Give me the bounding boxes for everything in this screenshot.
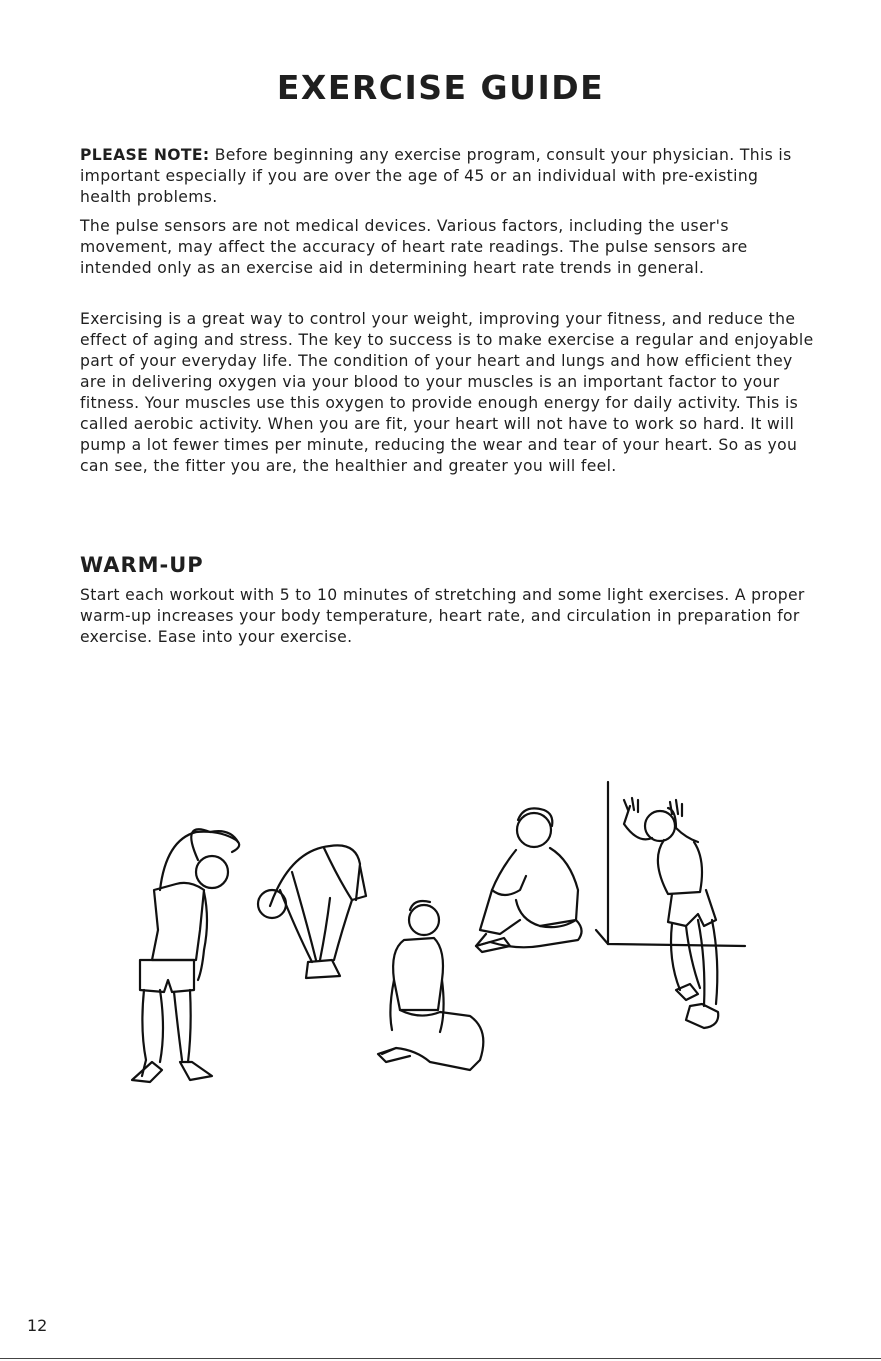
seated-stretch-figure bbox=[476, 808, 582, 952]
warmup-heading: WARM-UP bbox=[80, 553, 204, 577]
note-paragraph bbox=[80, 145, 815, 208]
exercising-paragraph: Exercising is a great way to control your weight, improving your fitness, and reduce the effect of aging and stress. The key to success is to make exercise a regular and enjoyable part of your everyday life. The condition of your heart and lungs and how efficient they are in delivering oxygen via your blood to your muscles is an important factor to your fitness. Your muscles use this oxygen to provide enough energy for daily activity. This is called aerobic activity. When you are fit, your heart will not have to work so hard. It will pump a lot fewer times per minute, reducing the wear and tear of your heart. So as you can see, the fitter you are, the healthier and greater you will feel. bbox=[80, 310, 814, 475]
wall-stretch-figure bbox=[596, 782, 745, 1028]
sensors-paragraph: The pulse sensors are not medical devices. Various factors, including the user's movement, may affect the accuracy of heart rate readings. The pulse sensors are intended only as an exercise aid in determining heart rate trends in general. bbox=[80, 217, 748, 277]
warmup-stretches-illustration bbox=[120, 780, 760, 1100]
page-number: 12 bbox=[27, 1316, 48, 1335]
kneeling-stretch-figure bbox=[378, 901, 483, 1070]
note-text: Before beginning any exercise program, consult your physician. This is important especially if you are over the age of 45 or an individual with pre-existing health problems. bbox=[80, 146, 792, 206]
side-stretch-figure bbox=[132, 829, 239, 1082]
warmup-paragraph: Start each workout with 5 to 10 minutes of stretching and some light exercises. A proper warm-up increases your body temperature, heart rate, and circulation in preparation for exercise. Ease into your exercise. bbox=[80, 586, 805, 646]
note-label: PLEASE NOTE: bbox=[80, 146, 210, 164]
bottom-rule bbox=[0, 1358, 881, 1359]
forward-bend-figure bbox=[258, 845, 366, 978]
page-title: EXERCISE GUIDE bbox=[276, 68, 605, 107]
